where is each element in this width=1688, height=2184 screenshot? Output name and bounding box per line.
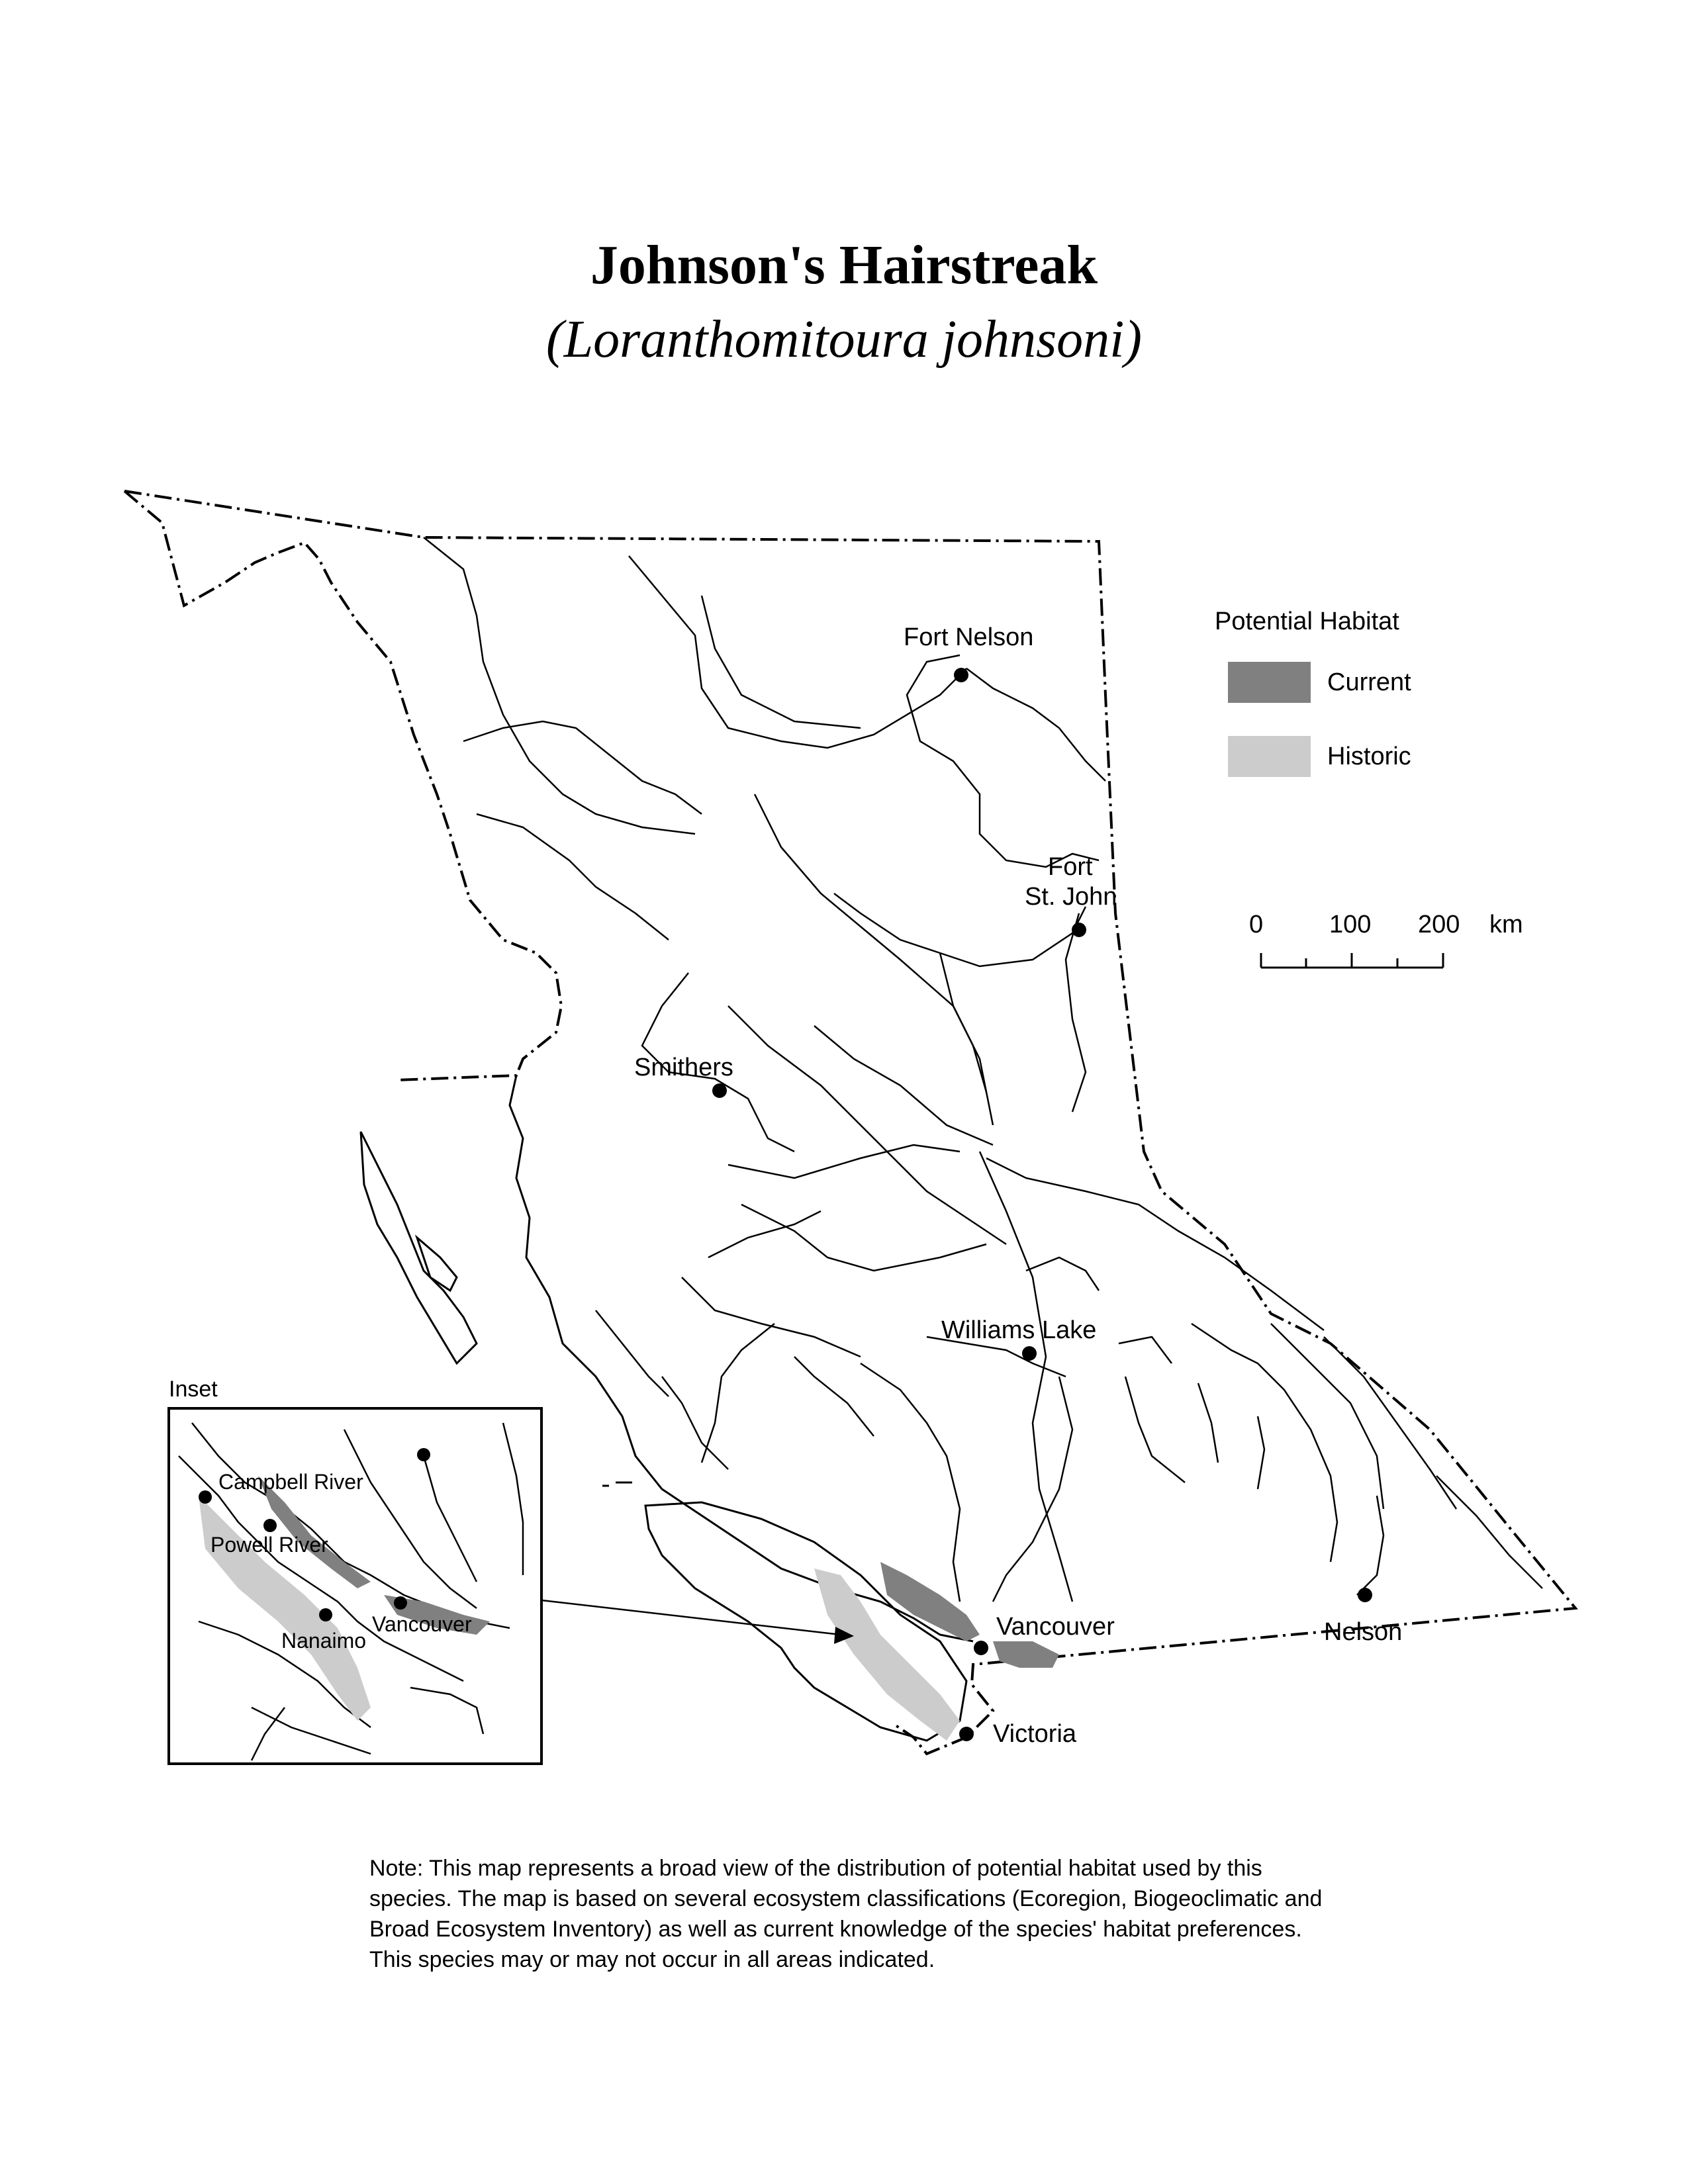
scale-bar [1261,953,1443,968]
inset-powell-river-dot [263,1519,277,1532]
inset-map [169,1408,541,1764]
label-fort-nelson: Fort Nelson [904,623,1034,651]
inset-campbell-river-dot [199,1490,212,1504]
williams-lake-dot [1022,1346,1037,1361]
scale-unit: km [1489,911,1523,938]
inset-label: Inset [169,1377,218,1402]
inset-vancouver-dot [394,1596,407,1610]
legend-title: Potential Habitat [1215,608,1399,635]
inset-label-powell-river: Powell River [211,1533,328,1557]
inset-pointer-line [541,1600,841,1635]
fort-nelson-dot [954,668,968,682]
scale-tick-0: 0 [1249,911,1264,938]
label-victoria: Victoria [993,1720,1077,1748]
inset-nanaimo-dot [319,1608,332,1621]
label-fort-st-john-2: St. John [1025,883,1117,911]
legend-item-current [1228,662,1411,703]
historic-swatch [1228,736,1311,777]
inset-city-dot [417,1448,430,1461]
map-subtitle: (Loranthomitoura johnsoni) [545,310,1143,369]
map-title: Johnson's Hairstreak [590,234,1098,296]
label-smithers: Smithers [634,1054,733,1081]
legend-item-historic [1228,736,1411,777]
smithers-dot [712,1083,727,1098]
label-williams-lake: Williams Lake [941,1316,1097,1344]
inset-label-vancouver: Vancouver [372,1612,472,1636]
inset-label-nanaimo: Nanaimo [281,1629,367,1653]
legend-label-current: Current [1327,668,1411,696]
scale-tick-200: 200 [1418,911,1460,938]
vancouver-dot [974,1641,988,1655]
fort-st-john-dot [1072,923,1086,937]
nelson-dot [1358,1588,1372,1602]
legend-label-historic: Historic [1327,742,1411,770]
scale-tick-100: 100 [1329,911,1372,938]
label-fort-st-john-1: Fort [1048,853,1093,881]
label-nelson: Nelson [1324,1618,1403,1646]
current-swatch [1228,662,1311,703]
inset-label-campbell-river: Campbell River [218,1470,363,1494]
victoria-dot [959,1727,974,1741]
label-vancouver: Vancouver [996,1613,1115,1641]
map-note: Note: This map represents a broad view of the distribution of potential habitat used by this species. The map is based on several ecosystem classifications (Ecoregion, Biogeoclimatic and Broad Ecosystem Inventory) as well as current knowledge of the species' habitat preferences. This species may or may not occur in all areas indicated. [369,1856,1323,1972]
